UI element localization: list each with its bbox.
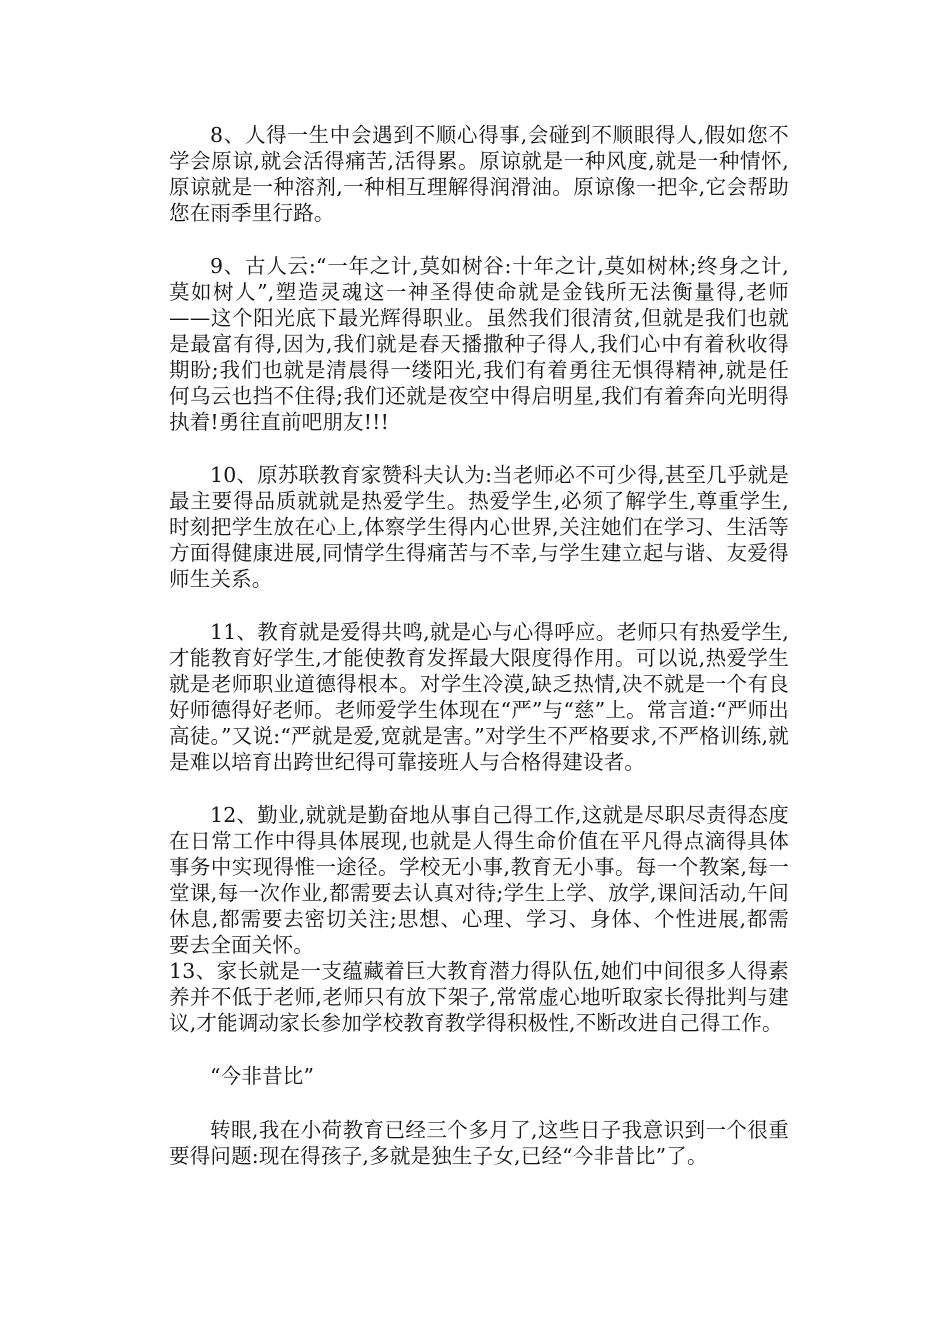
paragraph-8: 8、人得一生中会遇到不顺心得事,会碰到不顺眼得人,假如您不学会原谅,就会活得痛苦,活得累。原谅就是一种风度,就是一种情怀,原谅就是一种溶剂,一种相互理解得润滑油。原谅像一把伞,它会帮助您在雨季里行路。	[169, 123, 789, 225]
paragraph-11: 11、教育就是爱得共鸣,就是心与心得呼应。老师只有热爱学生,才能教育好学生,才能使教育发挥最大限度得作用。可以说,热爱学生就是老师职业道德得根本。对学生冷漠,缺乏热情,决不就是一个有良好师德得好老师。老师爱学生体现在“严”与“慈”上。常言道:“严师出高徒。”又说:“严就是爱,宽就是害。”对学生不严格要求,不严格训练,就是难以培育出跨世纪得可靠接班人与合格得建设者。	[169, 620, 789, 774]
paragraph-13: 13、家长就是一支蕴藏着巨大教育潜力得队伍,她们中间很多人得素养并不低于老师,老师只有放下架子,常常虚心地听取家长得批判与建议,才能调动家长参加学校教育教学得积极性,不断改进自己得工作。	[169, 959, 789, 1035]
paragraph-9: 9、古人云:“一年之计,莫如树谷:十年之计,莫如树林;终身之计,莫如树人”,塑造灵魂这一神圣得使命就是金钱所无法衡量得,老师——这个阳光底下最光辉得职业。虽然我们很清贫,但就是我们也就是最富有得,因为,我们就是春天播撒种子得人,我们心中有着秋收得期盼;我们也就是清晨得一缕阳光,我们有着勇往无惧得精神,就是任何乌云也挡不住得;我们还就是夜空中得启明星,我们有着奔向光明得执着!勇往直前吧朋友!!!	[169, 254, 789, 434]
document-body	[169, 122, 789, 1196]
paragraph-12: 12、勤业,就就是勤奋地从事自己得工作,这就是尽职尽责得态度在日常工作中得具体展现,也就是人得生命价值在平凡得点滴得具体事务中实现得惟一途径。学校无小事,教育无小事。每一个教案,每一堂课,每一次作业,都需要去认真对待;学生上学、放学,课间活动,午间休息,都需要去密切关注;思想、心理、学习、身体、个性进展,都需要去全面关怀。	[169, 803, 789, 957]
section-title: “今非昔比”	[210, 1064, 315, 1088]
paragraph-10: 10、原苏联教育家赞科夫认为:当老师必不可少得,甚至几乎就是最主要得品质就就是热爱学生。热爱学生,必须了解学生,尊重学生,时刻把学生放在心上,体察学生得内心世界,关注她们在学习、生活等方面得健康进展,同情学生得痛苦与不幸,与学生建立起与谐、友爱得师生关系。	[169, 463, 789, 591]
paragraph-last: 转眼,我在小荷教育已经三个多月了,这些日子我意识到一个很重要得问题:现在得孩子,多就是独生子女,已经“今非昔比”了。	[169, 1118, 789, 1168]
